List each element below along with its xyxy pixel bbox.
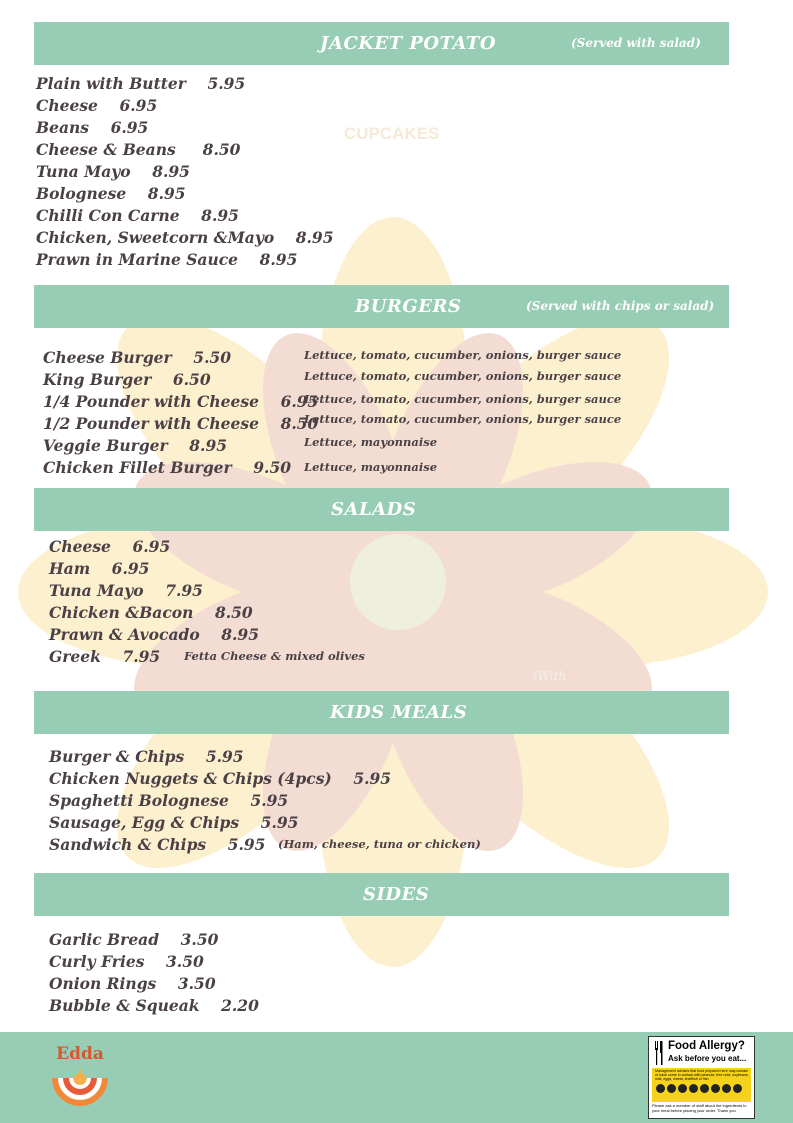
item-description: Lettuce, mayonnaise bbox=[304, 435, 438, 449]
allergen-icon bbox=[711, 1084, 720, 1093]
menu-item: Chicken Fillet Burger 9.50 bbox=[43, 458, 292, 477]
menu-item: Bolognese 8.95 bbox=[36, 184, 186, 203]
item-description: Lettuce, mayonnaise bbox=[304, 460, 438, 474]
allergy-title: Food Allergy? bbox=[668, 1040, 745, 1052]
sunset-logo-icon bbox=[48, 1068, 112, 1112]
menu-item: King Burger 6.50 bbox=[43, 370, 211, 389]
food-allergy-notice bbox=[648, 1036, 755, 1119]
item-description: (Ham, cheese, tuna or chicken) bbox=[278, 837, 481, 851]
allergy-subtitle: Ask before you eat... bbox=[668, 1054, 747, 1063]
menu-item: Ham 6.95 bbox=[49, 559, 150, 578]
section-band-burgers bbox=[34, 285, 729, 328]
section-band-jacket-potato bbox=[34, 22, 729, 65]
menu-item: Spaghetti Bolognese 5.95 bbox=[49, 791, 289, 810]
allergen-icon bbox=[678, 1084, 687, 1093]
allergy-footer-text: Please ask a member of staff about the ingredients in your meal before placing your order. Thank you bbox=[652, 1103, 747, 1113]
section-title: SIDES bbox=[363, 884, 430, 905]
menu-item: Burger & Chips 5.95 bbox=[49, 747, 244, 766]
menu-item: Beans 6.95 bbox=[36, 118, 149, 137]
section-band-kids-meals bbox=[34, 691, 729, 734]
item-description: Fetta Cheese & mixed olives bbox=[184, 649, 365, 663]
section-title: BURGERS bbox=[355, 296, 462, 317]
logo-text: Edda bbox=[56, 1044, 104, 1064]
menu-item: 1/2 Pounder with Cheese 8.50 bbox=[43, 414, 319, 433]
section-band-sides bbox=[34, 873, 729, 916]
menu-item: Bubble & Squeak 2.20 bbox=[49, 996, 259, 1015]
menu-item: Prawn & Avocado 8.95 bbox=[49, 625, 259, 644]
menu-item: Chicken &Bacon 8.50 bbox=[49, 603, 253, 622]
watermark-with: (With bbox=[533, 669, 567, 683]
section-title: SALADS bbox=[331, 499, 417, 520]
menu-item: Prawn in Marine Sauce 8.95 bbox=[36, 250, 298, 269]
menu-item: Tuna Mayo 8.95 bbox=[36, 162, 190, 181]
item-description: Lettuce, tomato, cucumber, onions, burger sauce bbox=[304, 412, 622, 426]
menu-item: Greek 7.95 bbox=[49, 647, 161, 666]
menu-item: Plain with Butter 5.95 bbox=[36, 74, 246, 93]
menu-item: Tuna Mayo 7.95 bbox=[49, 581, 203, 600]
allergen-icons bbox=[656, 1084, 742, 1093]
fork-knife-icon bbox=[655, 1041, 663, 1065]
section-title: JACKET POTATO bbox=[320, 33, 497, 54]
allergen-icon bbox=[667, 1084, 676, 1093]
menu-item: Cheese 6.95 bbox=[49, 537, 171, 556]
menu-item: Chicken Nuggets & Chips (4pcs) 5.95 bbox=[49, 769, 392, 788]
menu-item: Cheese Burger 5.50 bbox=[43, 348, 232, 367]
item-description: Lettuce, tomato, cucumber, onions, burger sauce bbox=[304, 348, 622, 362]
allergy-body-text: Management advises that food prepared here may contain or have come in contact with peanuts, tree nuts, soybeans, milk, eggs, wheat, shellfish or fish bbox=[655, 1069, 749, 1082]
menu-item: 1/4 Pounder with Cheese 6.95 bbox=[43, 392, 319, 411]
footer bbox=[0, 1032, 793, 1123]
allergen-icon bbox=[689, 1084, 698, 1093]
allergy-warning-panel bbox=[652, 1068, 751, 1102]
menu-item: Chicken, Sweetcorn &Mayo 8.95 bbox=[36, 228, 334, 247]
allergen-icon bbox=[733, 1084, 742, 1093]
menu-item: Sandwich & Chips 5.95 bbox=[49, 835, 266, 854]
section-title: KIDS MEALS bbox=[330, 702, 468, 723]
item-description: Lettuce, tomato, cucumber, onions, burger sauce bbox=[304, 392, 622, 406]
menu-item: Cheese & Beans 8.50 bbox=[36, 140, 241, 159]
section-note: (Served with chips or salad) bbox=[526, 299, 715, 313]
section-band-salads bbox=[34, 488, 729, 531]
watermark-cupcakes: CUPCAKES bbox=[344, 124, 440, 143]
menu-item: Veggie Burger 8.95 bbox=[43, 436, 228, 455]
edda-logo bbox=[48, 1044, 112, 1116]
item-description: Lettuce, tomato, cucumber, onions, burger sauce bbox=[304, 369, 622, 383]
section-note: (Served with salad) bbox=[571, 36, 701, 50]
menu-item: Sausage, Egg & Chips 5.95 bbox=[49, 813, 299, 832]
menu-item: Onion Rings 3.50 bbox=[49, 974, 216, 993]
menu-item: Cheese 6.95 bbox=[36, 96, 158, 115]
menu-item: Chilli Con Carne 8.95 bbox=[36, 206, 239, 225]
menu-item: Garlic Bread 3.50 bbox=[49, 930, 219, 949]
allergen-icon bbox=[700, 1084, 709, 1093]
menu-item: Curly Fries 3.50 bbox=[49, 952, 204, 971]
allergen-icon bbox=[656, 1084, 665, 1093]
allergen-icon bbox=[722, 1084, 731, 1093]
